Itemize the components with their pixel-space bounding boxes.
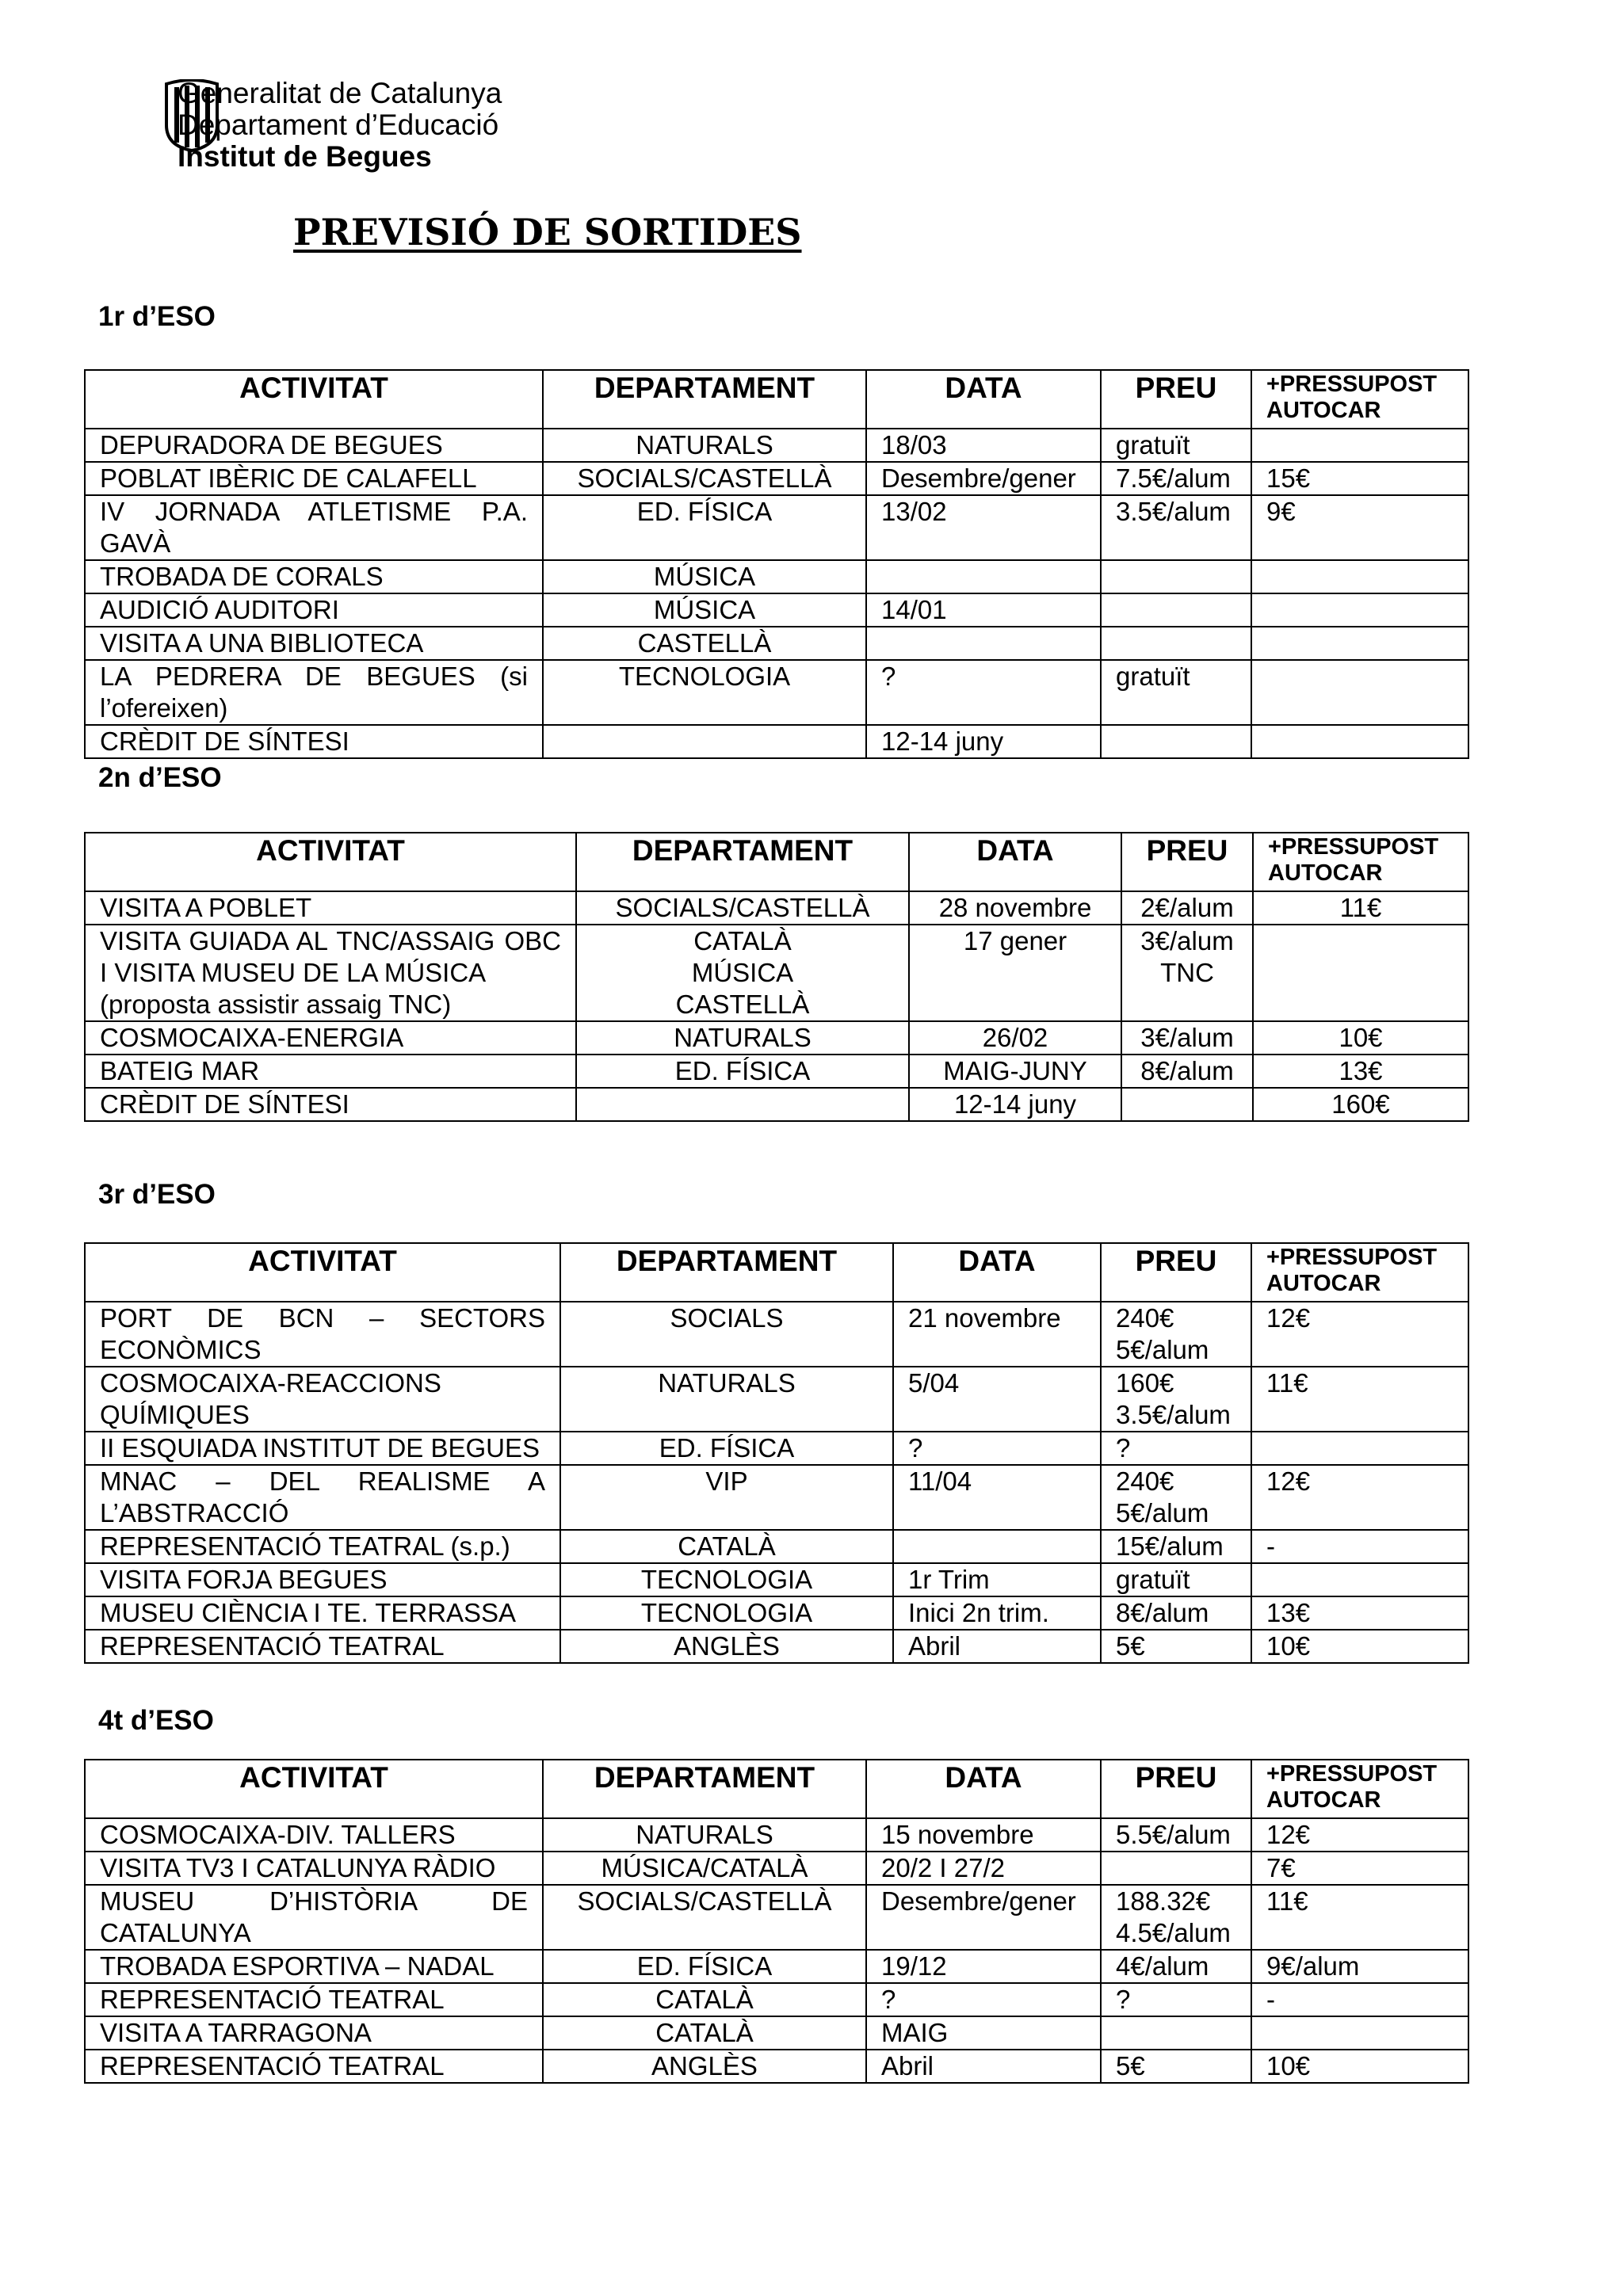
- date-cell: 11/04: [893, 1465, 1101, 1530]
- date-cell: 19/12: [866, 1950, 1101, 1983]
- price-cell: [1101, 593, 1251, 627]
- org-name: Generalitat de Catalunya: [178, 77, 502, 109]
- date-cell: ?: [866, 1983, 1101, 2016]
- col-header-price: PREU: [1101, 370, 1251, 429]
- department-cell: ANGLÈS: [560, 1630, 893, 1663]
- department-cell: TECNOLOGIA: [560, 1596, 893, 1630]
- price-cell: 240€ 5€/alum: [1101, 1465, 1251, 1530]
- col-header-department: DEPARTAMENT: [576, 833, 909, 891]
- price-cell: 3€/alum TNC: [1121, 925, 1253, 1021]
- table-row: [85, 2050, 1468, 2083]
- bus-budget-cell: [1251, 660, 1468, 725]
- activity-cell: VISITA FORJA BEGUES: [85, 1563, 560, 1596]
- bus-budget-cell: 9€/alum: [1251, 1950, 1468, 1983]
- col-header-price: PREU: [1101, 1243, 1251, 1302]
- activity-cell: MUSEU CIÈNCIA I TE. TERRASSA: [85, 1596, 560, 1630]
- department-cell: MÚSICA: [543, 560, 866, 593]
- activity-cell: REPRESENTACIÓ TEATRAL: [85, 1630, 560, 1663]
- col-header-bus-budget: +PRESSUPOST AUTOCAR: [1251, 1760, 1468, 1818]
- bus-budget-cell: [1251, 560, 1468, 593]
- activity-cell: VISITA GUIADA AL TNC/ASSAIG OBC I VISITA MUSEU DE LA MÚSICA (proposta assistir assaig TNC): [85, 925, 576, 1021]
- col-header-bus-budget: +PRESSUPOST AUTOCAR: [1253, 833, 1468, 891]
- section-label-2: 2n d’ESO: [98, 762, 222, 793]
- table-row: [85, 1563, 1468, 1596]
- col-header-date: DATA: [866, 370, 1101, 429]
- department-cell: NATURALS: [543, 1818, 866, 1852]
- table-row: [85, 1852, 1468, 1885]
- activity-cell: MUSEU D’HISTÒRIA DE CATALUNYA: [85, 1885, 543, 1950]
- school-name: Institut de Begues: [178, 140, 432, 173]
- price-cell: [1121, 1088, 1253, 1121]
- bus-budget-cell: 10€: [1251, 2050, 1468, 2083]
- date-cell: 1r Trim: [893, 1563, 1101, 1596]
- table-row: [85, 925, 1468, 1021]
- date-cell: 21 novembre: [893, 1302, 1101, 1367]
- price-cell: 188.32€ 4.5€/alum: [1101, 1885, 1251, 1950]
- bus-budget-cell: 7€: [1251, 1852, 1468, 1885]
- date-cell: ?: [893, 1432, 1101, 1465]
- table-row: [85, 1432, 1468, 1465]
- price-cell: 5€: [1101, 1630, 1251, 1663]
- table-row: [85, 429, 1468, 462]
- date-cell: [866, 560, 1101, 593]
- table-row: [85, 1530, 1468, 1563]
- price-cell: [1101, 725, 1251, 758]
- price-cell: 7.5€/alum: [1101, 462, 1251, 495]
- department-cell: TECNOLOGIA: [560, 1563, 893, 1596]
- table-row: [85, 462, 1468, 495]
- bus-budget-cell: 11€: [1253, 891, 1468, 925]
- bus-budget-cell: 15€: [1251, 462, 1468, 495]
- activity-cell: COSMOCAIXA-ENERGIA: [85, 1021, 576, 1055]
- bus-budget-cell: 13€: [1251, 1596, 1468, 1630]
- table-row: [85, 1302, 1468, 1367]
- table-row: [85, 1630, 1468, 1663]
- date-cell: [893, 1530, 1101, 1563]
- col-header-date: DATA: [866, 1760, 1101, 1818]
- price-cell: 240€ 5€/alum: [1101, 1302, 1251, 1367]
- col-header-bus-budget: +PRESSUPOST AUTOCAR: [1251, 370, 1468, 429]
- bus-budget-cell: -: [1251, 1530, 1468, 1563]
- date-cell: 13/02: [866, 495, 1101, 560]
- department-cell: TECNOLOGIA: [543, 660, 866, 725]
- bus-budget-cell: 160€: [1253, 1088, 1468, 1121]
- department-cell: ED. FÍSICA: [560, 1432, 893, 1465]
- department-cell: MÚSICA/CATALÀ: [543, 1852, 866, 1885]
- col-header-date: DATA: [909, 833, 1121, 891]
- bus-budget-cell: 12€: [1251, 1302, 1468, 1367]
- price-cell: 3.5€/alum: [1101, 495, 1251, 560]
- table-row: [85, 1021, 1468, 1055]
- bus-budget-cell: 11€: [1251, 1885, 1468, 1950]
- activity-cell: MNAC – DEL REALISME A L’ABSTRACCIÓ: [85, 1465, 560, 1530]
- table-row: [85, 1950, 1468, 1983]
- col-header-activity: ACTIVITAT: [85, 1243, 560, 1302]
- department-cell: CASTELLÀ: [543, 627, 866, 660]
- activity-cell: AUDICIÓ AUDITORI: [85, 593, 543, 627]
- price-cell: ?: [1101, 1432, 1251, 1465]
- department-cell: NATURALS: [543, 429, 866, 462]
- department-cell: ANGLÈS: [543, 2050, 866, 2083]
- table-row: [85, 495, 1468, 560]
- activity-cell: VISITA A UNA BIBLIOTECA: [85, 627, 543, 660]
- price-cell: 2€/alum: [1121, 891, 1253, 925]
- table-row: [85, 1983, 1468, 2016]
- col-header-bus-budget: +PRESSUPOST AUTOCAR: [1251, 1243, 1468, 1302]
- col-header-activity: ACTIVITAT: [85, 1760, 543, 1818]
- department-cell: SOCIALS: [560, 1302, 893, 1367]
- price-cell: 3€/alum: [1121, 1021, 1253, 1055]
- department-cell: SOCIALS/CASTELLÀ: [576, 891, 909, 925]
- department-cell: CATALÀ MÚSICA CASTELLÀ: [576, 925, 909, 1021]
- table-row: [85, 2016, 1468, 2050]
- bus-budget-cell: 9€: [1251, 495, 1468, 560]
- table-row: [85, 1367, 1468, 1432]
- bus-budget-cell: [1251, 1563, 1468, 1596]
- activity-cell: IV JORNADA ATLETISME P.A. GAVÀ: [85, 495, 543, 560]
- price-cell: 5.5€/alum: [1101, 1818, 1251, 1852]
- table-row: [85, 1465, 1468, 1530]
- bus-budget-cell: 12€: [1251, 1465, 1468, 1530]
- department-cell: CATALÀ: [543, 1983, 866, 2016]
- activity-cell: TROBADA DE CORALS: [85, 560, 543, 593]
- table-row: [85, 660, 1468, 725]
- date-cell: 5/04: [893, 1367, 1101, 1432]
- date-cell: Desembre/gener: [866, 462, 1101, 495]
- activity-cell: COSMOCAIXA-REACCIONS QUÍMIQUES: [85, 1367, 560, 1432]
- department-cell: CATALÀ: [543, 2016, 866, 2050]
- department-cell: ED. FÍSICA: [543, 495, 866, 560]
- department-cell: [543, 725, 866, 758]
- department-cell: SOCIALS/CASTELLÀ: [543, 1885, 866, 1950]
- bus-budget-cell: 10€: [1251, 1630, 1468, 1663]
- date-cell: Desembre/gener: [866, 1885, 1101, 1950]
- price-cell: ?: [1101, 1983, 1251, 2016]
- col-header-department: DEPARTAMENT: [560, 1243, 893, 1302]
- date-cell: [866, 627, 1101, 660]
- price-cell: gratuït: [1101, 429, 1251, 462]
- date-cell: 14/01: [866, 593, 1101, 627]
- table-row: [85, 593, 1468, 627]
- price-cell: 8€/alum: [1121, 1055, 1253, 1088]
- department-cell: ED. FÍSICA: [576, 1055, 909, 1088]
- col-header-department: DEPARTAMENT: [543, 1760, 866, 1818]
- price-cell: 8€/alum: [1101, 1596, 1251, 1630]
- bus-budget-cell: 13€: [1253, 1055, 1468, 1088]
- date-cell: 17 gener: [909, 925, 1121, 1021]
- price-cell: gratuït: [1101, 1563, 1251, 1596]
- activity-cell: POBLAT IBÈRIC DE CALAFELL: [85, 462, 543, 495]
- department-cell: MÚSICA: [543, 593, 866, 627]
- col-header-department: DEPARTAMENT: [543, 370, 866, 429]
- table-row: [85, 627, 1468, 660]
- date-cell: MAIG-JUNY: [909, 1055, 1121, 1088]
- activity-cell: II ESQUIADA INSTITUT DE BEGUES: [85, 1432, 560, 1465]
- bus-budget-cell: 12€: [1251, 1818, 1468, 1852]
- department-cell: SOCIALS/CASTELLÀ: [543, 462, 866, 495]
- department-cell: ED. FÍSICA: [543, 1950, 866, 1983]
- department-cell: NATURALS: [576, 1021, 909, 1055]
- date-cell: 26/02: [909, 1021, 1121, 1055]
- department-cell: VIP: [560, 1465, 893, 1530]
- activity-cell: TROBADA ESPORTIVA – NADAL: [85, 1950, 543, 1983]
- trips-table-1: [84, 369, 1469, 759]
- date-cell: MAIG: [866, 2016, 1101, 2050]
- price-cell: [1101, 560, 1251, 593]
- bus-budget-cell: [1251, 627, 1468, 660]
- table-row: [85, 1088, 1468, 1121]
- section-label-4: 4t d’ESO: [98, 1705, 214, 1736]
- trips-table-2: [84, 832, 1469, 1122]
- activity-cell: CRÈDIT DE SÍNTESI: [85, 1088, 576, 1121]
- letterhead: [163, 73, 607, 184]
- activity-cell: REPRESENTACIÓ TEATRAL (s.p.): [85, 1530, 560, 1563]
- date-cell: ?: [866, 660, 1101, 725]
- trips-table-4: [84, 1759, 1469, 2084]
- price-cell: 5€: [1101, 2050, 1251, 2083]
- department-cell: [576, 1088, 909, 1121]
- col-header-date: DATA: [893, 1243, 1101, 1302]
- date-cell: 12-14 juny: [909, 1088, 1121, 1121]
- price-cell: 160€ 3.5€/alum: [1101, 1367, 1251, 1432]
- activity-cell: CRÈDIT DE SÍNTESI: [85, 725, 543, 758]
- bus-budget-cell: 10€: [1253, 1021, 1468, 1055]
- date-cell: 15 novembre: [866, 1818, 1101, 1852]
- bus-budget-cell: [1251, 1432, 1468, 1465]
- date-cell: 20/2 I 27/2: [866, 1852, 1101, 1885]
- col-header-activity: ACTIVITAT: [85, 370, 543, 429]
- table-row: [85, 891, 1468, 925]
- date-cell: Abril: [866, 2050, 1101, 2083]
- table-row: [85, 1885, 1468, 1950]
- col-header-activity: ACTIVITAT: [85, 833, 576, 891]
- price-cell: gratuït: [1101, 660, 1251, 725]
- activity-cell: VISITA A TARRAGONA: [85, 2016, 543, 2050]
- bus-budget-cell: -: [1251, 1983, 1468, 2016]
- price-cell: [1101, 1852, 1251, 1885]
- price-cell: 4€/alum: [1101, 1950, 1251, 1983]
- date-cell: 12-14 juny: [866, 725, 1101, 758]
- bus-budget-cell: 11€: [1251, 1367, 1468, 1432]
- table-row: [85, 1818, 1468, 1852]
- activity-cell: COSMOCAIXA-DIV. TALLERS: [85, 1818, 543, 1852]
- price-cell: [1101, 2016, 1251, 2050]
- table-row: [85, 1055, 1468, 1088]
- activity-cell: LA PEDRERA DE BEGUES (si l’ofereixen): [85, 660, 543, 725]
- table-row: [85, 1596, 1468, 1630]
- bus-budget-cell: [1251, 725, 1468, 758]
- activity-cell: VISITA TV3 I CATALUNYA RÀDIO: [85, 1852, 543, 1885]
- department-cell: CATALÀ: [560, 1530, 893, 1563]
- activity-cell: REPRESENTACIÓ TEATRAL: [85, 1983, 543, 2016]
- activity-cell: REPRESENTACIÓ TEATRAL: [85, 2050, 543, 2083]
- activity-cell: VISITA A POBLET: [85, 891, 576, 925]
- col-header-price: PREU: [1121, 833, 1253, 891]
- table-row: [85, 560, 1468, 593]
- date-cell: 18/03: [866, 429, 1101, 462]
- activity-cell: DEPURADORA DE BEGUES: [85, 429, 543, 462]
- bus-budget-cell: [1251, 429, 1468, 462]
- col-header-price: PREU: [1101, 1760, 1251, 1818]
- date-cell: Inici 2n trim.: [893, 1596, 1101, 1630]
- section-label-3: 3r d’ESO: [98, 1179, 216, 1210]
- trips-table-3: [84, 1242, 1469, 1664]
- date-cell: Abril: [893, 1630, 1101, 1663]
- price-cell: [1101, 627, 1251, 660]
- activity-cell: PORT DE BCN – SECTORS ECONÒMICS: [85, 1302, 560, 1367]
- price-cell: 15€/alum: [1101, 1530, 1251, 1563]
- date-cell: 28 novembre: [909, 891, 1121, 925]
- bus-budget-cell: [1251, 593, 1468, 627]
- section-label-1: 1r d’ESO: [98, 301, 216, 332]
- org-department: Departament d’Educació: [178, 109, 499, 141]
- table-row: [85, 725, 1468, 758]
- bus-budget-cell: [1251, 2016, 1468, 2050]
- bus-budget-cell: [1253, 925, 1468, 1021]
- page-title: PREVISIÓ DE SORTIDES: [293, 211, 802, 254]
- activity-cell: BATEIG MAR: [85, 1055, 576, 1088]
- department-cell: NATURALS: [560, 1367, 893, 1432]
